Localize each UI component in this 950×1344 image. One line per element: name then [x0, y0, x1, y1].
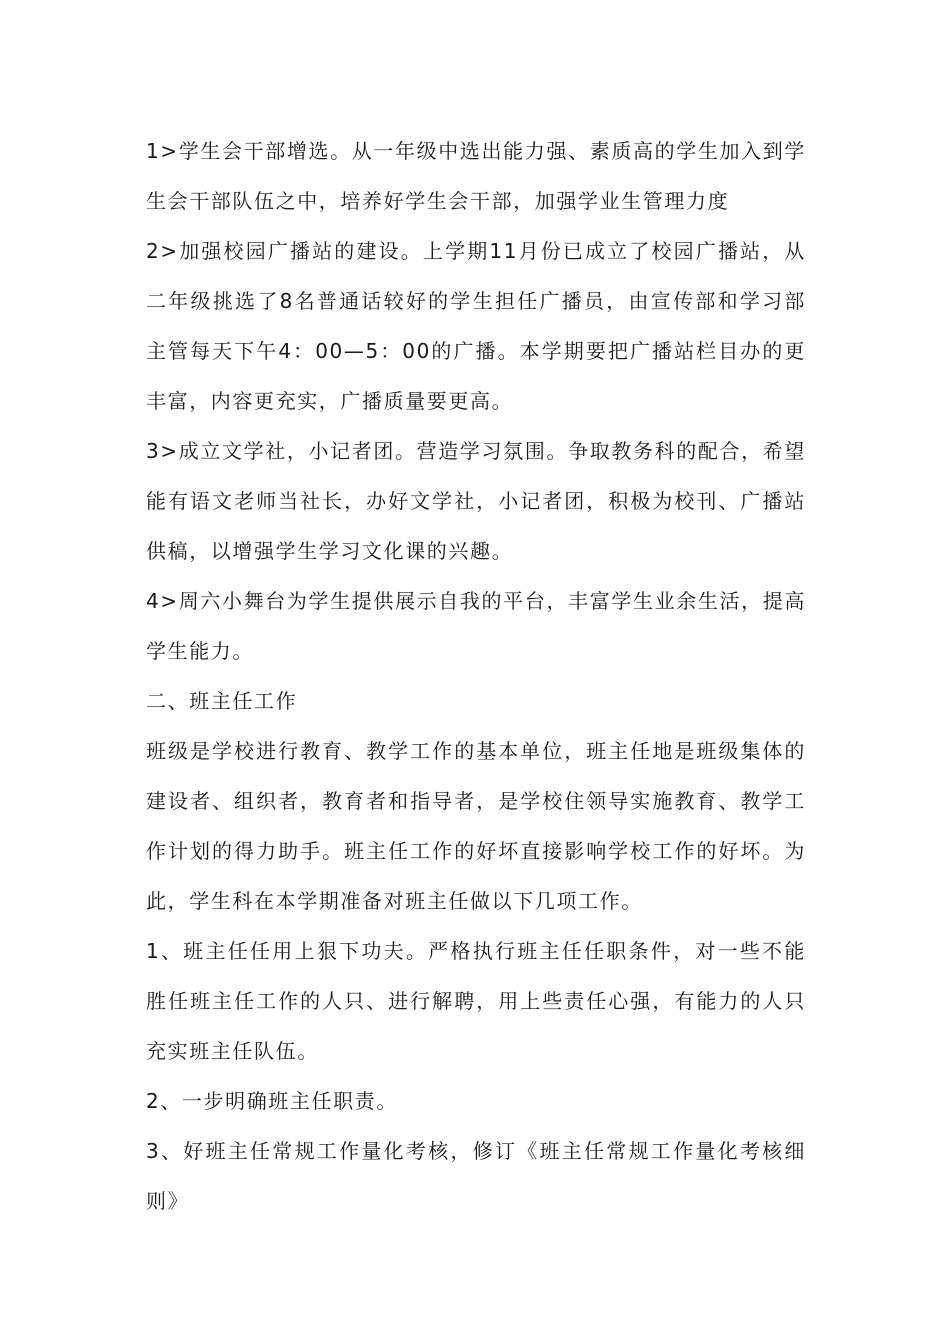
paragraph-broadcast-station: 2>加强校园广播站的建设。上学期11月份已成立了校园广播站，从二年级挑选了8名普通话较好的学生担任广播员，由宣传部和学习部主管每天下午4：00—5：00的广播。本学期要把广播站栏目办的更丰富，内容更充实，广播质量要更高。: [146, 239, 806, 413]
paragraph-class-intro: 班级是学校进行教育、教学工作的基本单位，班主任地是班级集体的建设者、组织者，教育者和指导者，是学校住领导实施教育、教学工作计划的得力助手。班主任工作的好坏直接影响学校工作的好坏。为此，学生科在本学期准备对班主任做以下几项工作。: [146, 739, 806, 913]
document-body: [146, 126, 806, 1226]
paragraph-duties: 2、一步明确班主任职责。: [146, 1089, 398, 1113]
paragraph-assessment: 3、好班主任常规工作量化考核，修订《班主任常规工作量化考核细则》: [146, 1139, 806, 1213]
paragraph-student-union: 1>学生会干部增选。从一年级中选出能力强、素质高的学生加入到学生会干部队伍之中，培养好学生会干部，加强学业生管理力度: [146, 139, 806, 213]
paragraph-literary-society: 3>成立文学社，小记者团。营造学习氛围。争取教务科的配合，希望能有语文老师当社长，办好文学社，小记者团，积极为校刊、广播站供稿，以增强学生学习文化课的兴趣。: [146, 439, 806, 563]
section-heading-head-teacher: 二、班主任工作: [146, 689, 298, 713]
paragraph-appointment: 1、班主任任用上狠下功夫。严格执行班主任任职条件，对一些不能胜任班主任工作的人只、进行解聘，用上些责任心强，有能力的人只充实班主任队伍。: [146, 939, 806, 1063]
paragraph-saturday-stage: 4>周六小舞台为学生提供展示自我的平台，丰富学生业余生活，提高学生能力。: [146, 589, 806, 663]
